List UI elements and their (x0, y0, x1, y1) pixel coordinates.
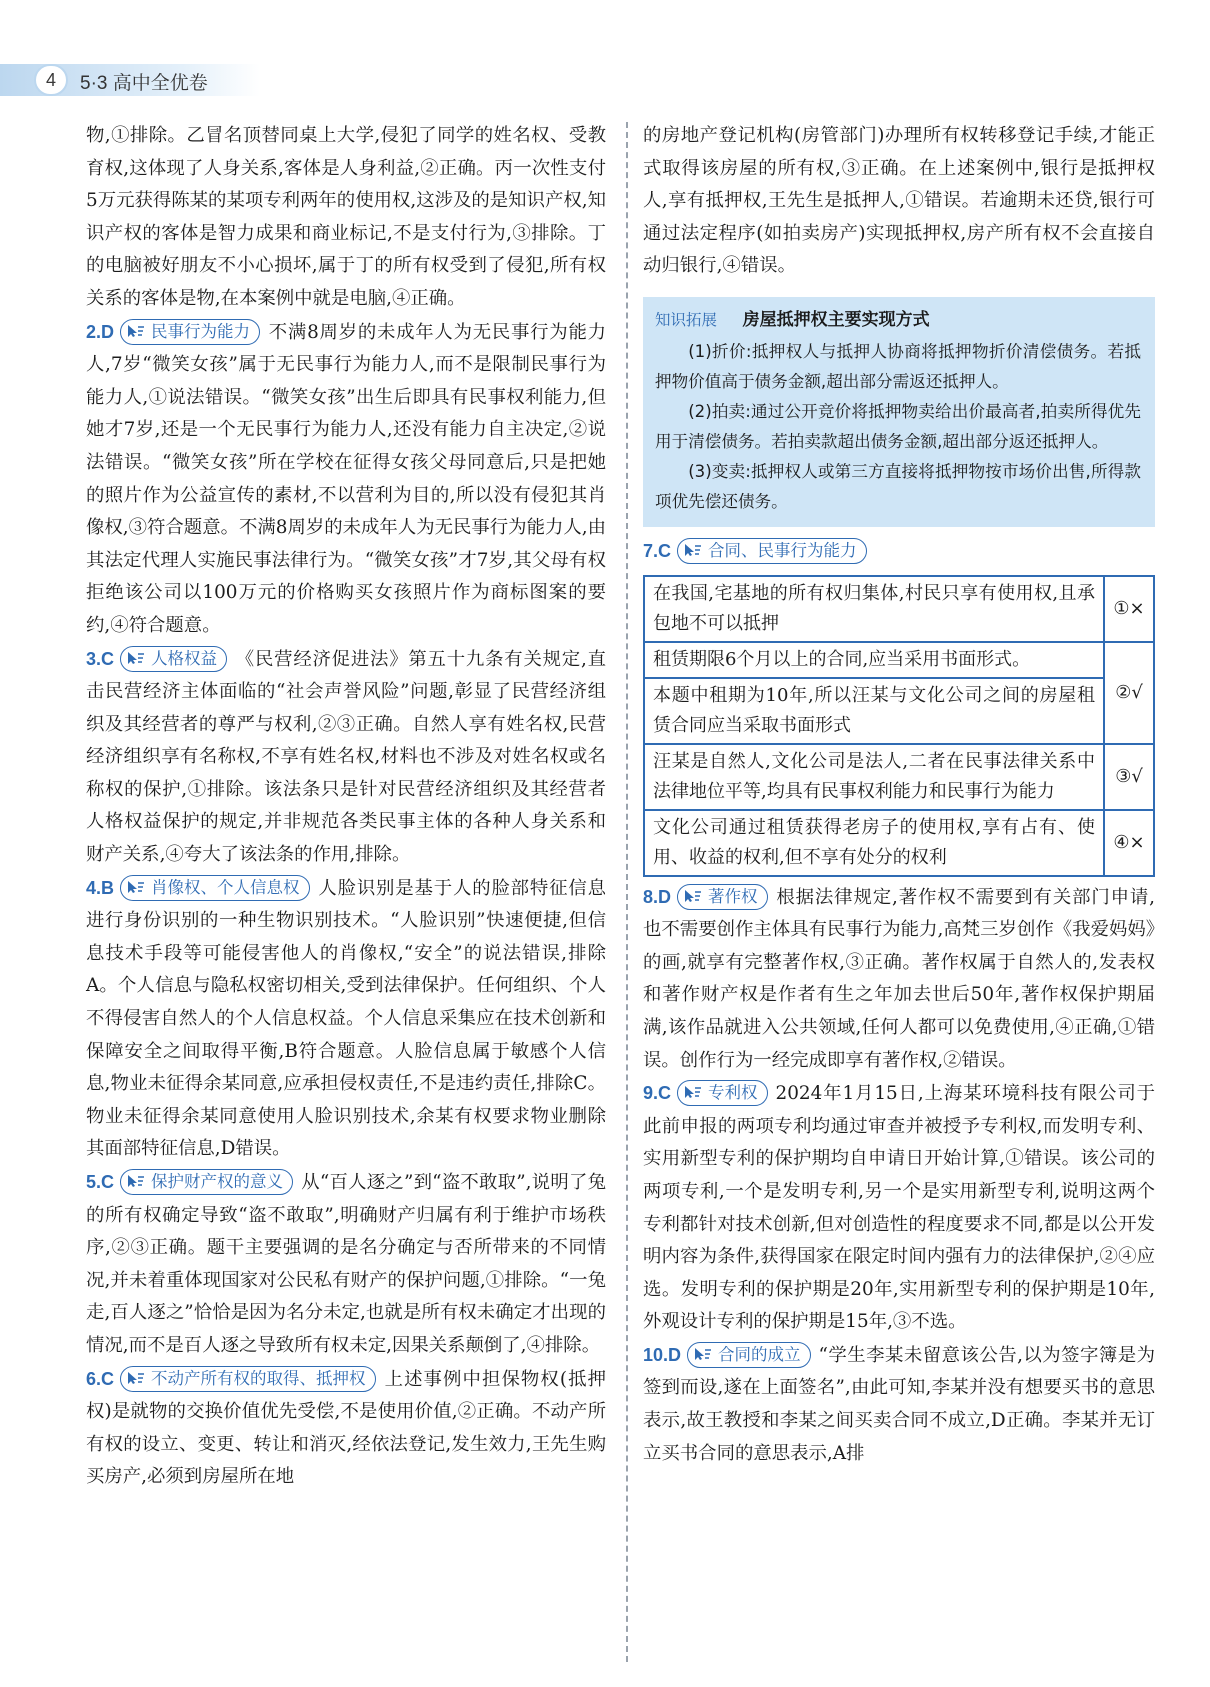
answer-2 (86, 316, 606, 643)
topic-tag-label: 人格权益 (151, 648, 218, 668)
answer-number: 9.C (643, 1083, 672, 1104)
answer-text: 上述事例中担保物权(抵押权)是就物的交换价值优先受偿,不是使用价值,②正确。不动产所有权的设立、变更、转让和消灭,经依法登记,发生效力,王先生购买房产,必须到房屋所在地 (86, 1368, 606, 1488)
knowledge-extension-box (643, 297, 1155, 527)
box-title: 房屋抵押权主要实现方式 (742, 309, 930, 330)
answer-number: 7.C (643, 540, 672, 561)
answer-number: 6.C (86, 1368, 115, 1389)
pointer-icon (127, 324, 145, 338)
table-mark: ④× (1104, 810, 1154, 876)
answer-4 (86, 872, 606, 1166)
answer-10 (643, 1339, 1155, 1470)
topic-tag-label: 肖像权、个人信息权 (151, 877, 300, 897)
topic-tag (677, 1080, 768, 1106)
pointer-icon (684, 1085, 702, 1099)
box-item: (2)拍卖:通过公开竞价将抵押物卖给出价最高者,拍卖所得优先用于清偿债务。若拍卖款超出债务金额,超出部分返还抵押人。 (655, 401, 1141, 451)
topic-tag-label: 民事行为能力 (151, 321, 251, 341)
box-item: (1)折价:抵押权人与抵押人协商将抵押物折价清偿债务。若抵押物价值高于债务金额,超出部分需返还抵押人。 (655, 341, 1141, 391)
table-row (644, 744, 1154, 810)
table-mark: ②√ (1104, 642, 1154, 744)
answer-text: 根据法律规定,著作权不需要到有关部门申请,也不需要创作主体具有民事行为能力,高梵三岁创作《我爱妈妈》的画,就享有完整著作权,③正确。著作权属于自然人的,发表权和著作财产权是作者有生之年加去世后50年,著作权保护期届满,该作品就进入公共领域,任何人都可以免费使用,④正确,①错误。创作行为一经完成即享有著作权,②错误。 (643, 886, 1155, 1071)
topic-tag (677, 538, 867, 564)
table-cell: 本题中租期为10年,所以汪某与文化公司之间的房屋租赁合同应当采取书面形式 (644, 678, 1104, 744)
answer-text: 不满8周岁的未成年人为无民事行为能力人,7岁“微笑女孩”属于无民事行为能力人,而不是限制民事行为能力人,①说法错误。“微笑女孩”出生后即具有民事权利能力,但她才7岁,还是一个无民事行为能力人,还没有能力自主决定,②说法错误。“微笑女孩”所在学校在征得女孩父母同意后,只是把她的照片作为公益宣传的素材,不以营利为目的,所以没有侵犯其肖像权,③符合题意。不满8周岁的未成年人为无民事行为能力人,由其法定代理人实施民事法律行为。“微笑女孩”才7岁,其父母有权拒绝该公司以100万元的价格购买女孩照片作为商标图案的要约,④符合题意。 (86, 321, 606, 636)
pointer-icon (127, 1174, 145, 1188)
pointer-icon (684, 543, 702, 557)
answer-3 (86, 643, 606, 872)
pointer-icon (127, 880, 145, 894)
answer-text: 从“百人逐之”到“盗不敢取”,说明了兔的所有权确定导致“盗不敢取”,明确财产归属有利于维护市场秩序,②③正确。题干主要强调的是名分确定与否所带来的不同情况,并未着重体现国家对公民私有财产的保护问题,①排除。“一兔走,百人逐之”恰恰是因为名分未定,也就是所有权未确定才出现的情况,而不是百人逐之导致所有权未定,因果关系颠倒了,④排除。 (86, 1172, 606, 1356)
page-number: 4 (34, 64, 68, 96)
topic-tag (687, 1342, 811, 1368)
box-item: (3)变卖:抵押权人或第三方直接将抵押物按市场价出售,所得款项优先偿还债务。 (655, 461, 1141, 511)
answer-number: 3.C (86, 648, 115, 669)
table-cell: 汪某是自然人,文化公司是法人,二者在民事法律关系中法律地位平等,均具有民事权利能力和民事行为能力 (644, 744, 1104, 810)
answer-text: 2024年1月15日,上海某环境科技有限公司于此前申报的两项专利均通过审查并被授予专利权,而发明专利、实用新型专利的保护期均自申请日开始计算,①错误。该公司的两项专利,一个是发明专利,另一个是实用新型专利,说明这两个专利都针对技术创新,但对创造性的程度要求不同,都是以公开发明内容为条件,获得国家在限定时间内强有力的法律保护,②④应选。发明专利的保护期是20年,实用新型专利的保护期是10年,外观设计专利的保护期是15年,③不选。 (643, 1083, 1155, 1333)
answer-5 (86, 1166, 606, 1363)
topic-tag (120, 646, 227, 672)
topic-tag-label: 合同的成立 (718, 1344, 801, 1364)
topic-tag-label: 合同、民事行为能力 (708, 540, 857, 560)
pointer-icon (127, 651, 145, 665)
answer-text: 人脸识别是基于人的脸部特征信息进行身份识别的一种生物识别技术。“人脸识别”快速便捷,但信息技术手段等可能侵害他人的肖像权,“安全”的说法错误,排除A。个人信息与隐私权密切相关,受到法律保护。任何组织、个人不得侵害自然人的个人信息权益。个人信息采集应在技术创新和保障安全之间取得平衡,B符合题意。人脸信息属于敏感个人信息,物业未征得余某同意,应承担侵权责任,不是违约责任,排除C。物业未征得余某同意使用人脸识别技术,余某有权要求物业删除其面部特征信息,D错误。 (86, 877, 606, 1160)
topic-tag (120, 875, 310, 901)
book-title: 5·3 高中全优卷 (80, 73, 208, 94)
table-cell: 租赁期限6个月以上的合同,应当采用书面形式。 (644, 642, 1104, 678)
table-row (644, 810, 1154, 876)
table-cell: 在我国,宅基地的所有权归集体,村民只享有使用权,且承包地不可以抵押 (644, 576, 1104, 642)
table-row (644, 576, 1154, 642)
pointer-icon (127, 1371, 145, 1385)
topic-tag (120, 319, 260, 345)
page-header (0, 64, 1210, 96)
answer-text: 《民营经济促进法》第五十九条有关规定,直击民营经济主体面临的“社会声誉风险”问题,彰显了民营经济组织及其经营者的尊严与权利,②③正确。自然人享有姓名权,民营经济组织享有名称权,不享有姓名权,材料也不涉及对姓名权或名称权的保护,①排除。该法条只是针对民营经济组织及其经营者人格权益保护的规定,并非规范各类民事主体的各种人身关系和财产关系,④夸大了该法条的作用,排除。 (86, 648, 606, 866)
table-cell: 文化公司通过租赁获得老房子的使用权,享有占有、使用、收益的权利,但不享有处分的权利 (644, 810, 1104, 876)
column-divider (626, 122, 628, 1662)
answer-1-continued: 物,①排除。乙冒名顶替同桌上大学,侵犯了同学的姓名权、受教育权,这体现了人身关系,客体是人身利益,②正确。丙一次性支付5万元获得陈某的某项专利两年的使用权,这涉及的是知识产权,知识产权的客体是智力成果和商业标记,不是支付行为,③排除。丁的电脑被好朋友不小心损坏,属于丁的所有权受到了侵犯,所有权关系的客体是物,在本案例中就是电脑,④正确。 (86, 125, 606, 309)
topic-tag-label: 不动产所有权的取得、抵押权 (151, 1368, 366, 1388)
topic-tag (120, 1366, 376, 1392)
box-label: 知识拓展 (655, 310, 718, 329)
table-mark: ①× (1104, 576, 1154, 642)
answer-number: 4.B (86, 877, 115, 898)
table-row (644, 642, 1154, 678)
topic-tag-label: 著作权 (708, 886, 758, 906)
answer-6 (86, 1363, 606, 1494)
pointer-icon (694, 1347, 712, 1361)
left-column (86, 120, 606, 1494)
answer-6-continued: 的房地产登记机构(房管部门)办理所有权转移登记手续,才能正式取得该房屋的所有权,③正确。在上述案例中,银行是抵押权人,享有抵押权,王先生是抵押人,①错误。若逾期未还贷,银行可通过法定程序(如拍卖房产)实现抵押权,房产所有权不会直接自动归银行,④错误。 (643, 125, 1155, 277)
answer-8 (643, 881, 1155, 1078)
topic-tag (677, 884, 768, 910)
table-row (644, 678, 1154, 744)
topic-tag-label: 专利权 (708, 1083, 758, 1103)
answer-9 (643, 1077, 1155, 1339)
answer-number: 2.D (86, 321, 115, 342)
right-column (643, 120, 1155, 1470)
table-mark: ③√ (1104, 744, 1154, 810)
answer-7 (643, 535, 1155, 569)
topic-tag-label: 保护财产权的意义 (151, 1172, 284, 1191)
analysis-table (643, 575, 1155, 877)
box-header (655, 305, 1141, 335)
pointer-icon (684, 889, 702, 903)
answer-number: 5.C (86, 1172, 115, 1192)
answer-number: 8.D (643, 886, 672, 907)
answer-number: 10.D (643, 1344, 682, 1365)
answer-text: “学生李某未留意该公告,以为签字簿是为签到而设,遂在上面签名”,由此可知,李某并没有想要买书的意思表示,故王教授和李某之间买卖合同不成立,D正确。李某并无订立买书合同的意思表示,A排 (643, 1344, 1155, 1464)
topic-tag (120, 1169, 293, 1195)
